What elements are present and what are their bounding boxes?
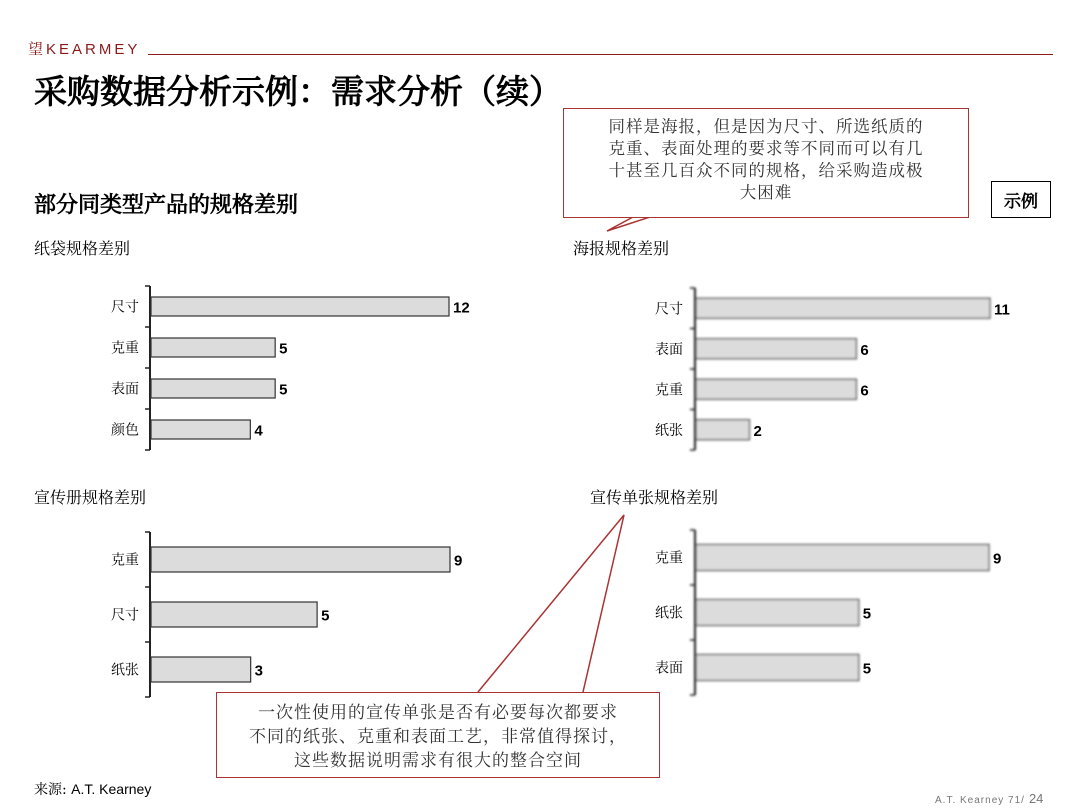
charts-layer bbox=[111, 286, 1010, 697]
value-label: 5 bbox=[862, 660, 872, 678]
value-label: 11 bbox=[994, 301, 1010, 319]
page-footer bbox=[935, 791, 1043, 806]
callout-line: 同样是海报，但是因为尺寸、所选纸质的 bbox=[608, 117, 924, 136]
footer-ref: A.T. Kearney 71/ bbox=[935, 795, 1025, 806]
callout-connectors bbox=[478, 217, 650, 692]
bar bbox=[151, 379, 275, 398]
value-label: 4 bbox=[254, 422, 263, 440]
bar bbox=[696, 379, 856, 399]
callout-line: 这些数据说明需求有很大的整合空间 bbox=[294, 751, 582, 771]
value-label: 5 bbox=[862, 605, 872, 623]
value-label: 6 bbox=[860, 341, 869, 359]
section-subtitle: 部分同类型产品的规格差别 bbox=[34, 192, 299, 218]
value-label: 3 bbox=[254, 662, 264, 680]
callout-line: 十甚至几百众不同的规格，给采购造成极 bbox=[608, 161, 924, 180]
bottom-callout-pointer bbox=[478, 515, 624, 692]
value-label: 9 bbox=[993, 550, 1002, 568]
category-label: 克重 bbox=[111, 340, 139, 357]
value-label: 12 bbox=[453, 299, 470, 317]
chart-title-poster: 海报规格差别 bbox=[573, 239, 670, 258]
page-number: 24 bbox=[1028, 791, 1044, 806]
bar bbox=[696, 420, 749, 440]
bar-chart-2 bbox=[655, 288, 1010, 450]
bar-chart-3 bbox=[111, 532, 462, 697]
source-value: A.T. Kearney bbox=[71, 781, 152, 797]
callout-poster-note bbox=[563, 108, 969, 218]
callout-line: 大困难 bbox=[739, 183, 793, 202]
bar-chart-4 bbox=[655, 530, 1001, 695]
chart-title-flyer: 宣传单张规格差别 bbox=[590, 488, 719, 507]
category-label: 纸张 bbox=[111, 662, 139, 679]
blurred-marks bbox=[690, 288, 990, 450]
callout-line: 不同的纸张、克重和表面工艺，非常值得探讨， bbox=[249, 727, 627, 747]
callout-flyer-note bbox=[216, 692, 660, 778]
bar bbox=[696, 298, 990, 318]
bar bbox=[696, 655, 859, 681]
bar-chart-1 bbox=[111, 286, 470, 450]
bar bbox=[151, 657, 251, 682]
logo-text: KEARMEY bbox=[46, 41, 141, 58]
chart-title-brochure: 宣传册规格差别 bbox=[34, 488, 147, 507]
blurred-marks bbox=[690, 530, 989, 695]
callout-line: 一次性使用的宣传单张是否有必要每次都要求 bbox=[258, 703, 618, 723]
value-label: 2 bbox=[753, 422, 762, 440]
category-label: 纸张 bbox=[655, 422, 683, 439]
bar bbox=[696, 600, 859, 626]
bar bbox=[151, 602, 317, 627]
category-label: 克重 bbox=[655, 550, 683, 567]
bar bbox=[151, 420, 250, 439]
bar bbox=[696, 545, 989, 571]
category-label: 纸张 bbox=[655, 605, 683, 622]
logo-mark: 望 bbox=[28, 41, 47, 58]
value-label: 5 bbox=[279, 340, 288, 358]
source-note bbox=[34, 779, 151, 799]
bar bbox=[696, 339, 856, 359]
top-callout-pointer bbox=[607, 217, 650, 231]
callout-line: 克重、表面处理的要求等不同而可以有几 bbox=[608, 139, 924, 158]
value-label: 5 bbox=[321, 607, 330, 625]
bar bbox=[151, 547, 450, 572]
category-label: 尺寸 bbox=[111, 607, 139, 624]
category-label: 尺寸 bbox=[111, 299, 139, 316]
page-title: 采购数据分析示例：需求分析（续） bbox=[34, 72, 562, 111]
category-label: 颜色 bbox=[111, 422, 139, 439]
value-label: 5 bbox=[279, 381, 288, 399]
bar bbox=[151, 338, 275, 357]
category-label: 表面 bbox=[655, 341, 683, 358]
category-label: 克重 bbox=[111, 552, 139, 569]
category-label: 克重 bbox=[655, 382, 683, 399]
category-label: 表面 bbox=[111, 381, 139, 398]
category-label: 尺寸 bbox=[655, 301, 683, 318]
bar bbox=[151, 297, 449, 316]
chart-title-paper-bag: 纸袋规格差别 bbox=[34, 239, 131, 258]
value-label: 6 bbox=[860, 382, 869, 400]
value-label: 9 bbox=[454, 552, 463, 570]
category-label: 表面 bbox=[655, 660, 683, 677]
example-badge: 示例 bbox=[991, 181, 1051, 218]
source-label: 来源: bbox=[34, 782, 72, 798]
